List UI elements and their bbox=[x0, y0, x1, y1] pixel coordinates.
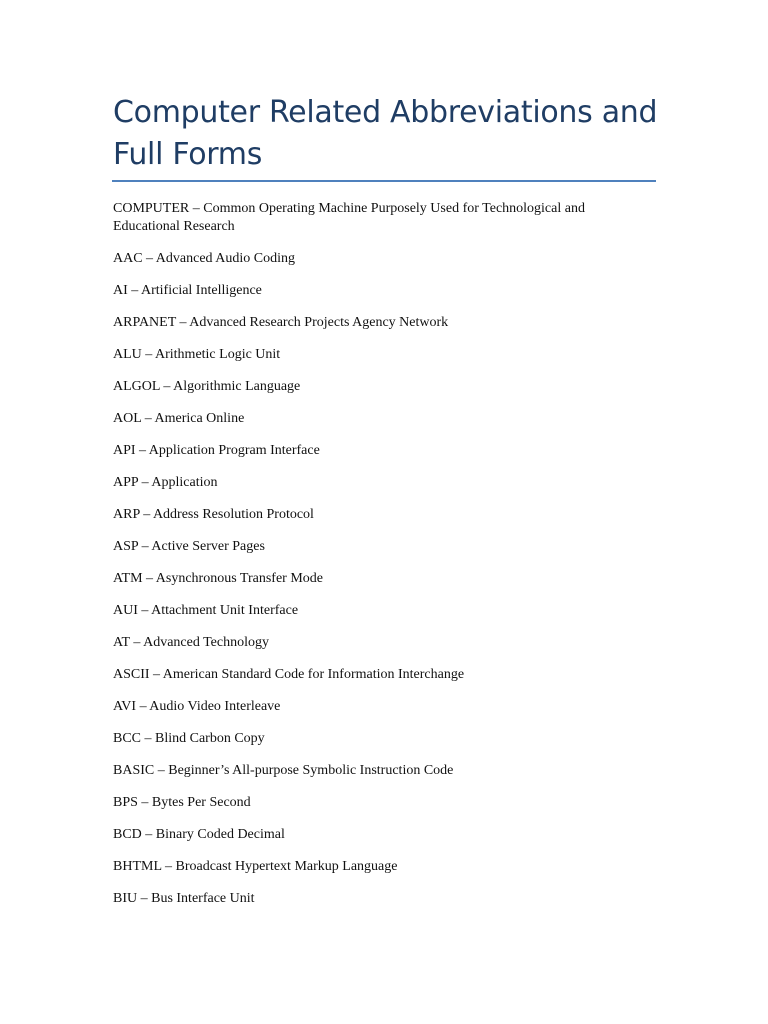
abbreviation-entry: ATM – Asynchronous Transfer Mode bbox=[113, 571, 323, 586]
abbreviation-entry: COMPUTER – Common Operating Machine Purposely Used for Technological and Educational Research bbox=[113, 201, 585, 234]
abbreviation-entry: BASIC – Beginner’s All-purpose Symbolic Instruction Code bbox=[113, 763, 454, 778]
abbreviation-entry: BIU – Bus Interface Unit bbox=[113, 891, 255, 906]
abbreviation-entry: AVI – Audio Video Interleave bbox=[113, 699, 281, 714]
abbreviation-entry: AI – Artificial Intelligence bbox=[113, 283, 262, 298]
abbreviation-entry: AAC – Advanced Audio Coding bbox=[113, 251, 295, 266]
abbreviation-entry: ASP – Active Server Pages bbox=[113, 539, 265, 554]
abbreviation-entry: BCD – Binary Coded Decimal bbox=[113, 827, 285, 842]
abbreviation-entry: ASCII – American Standard Code for Information Interchange bbox=[113, 667, 465, 682]
abbreviation-entry: ALU – Arithmetic Logic Unit bbox=[113, 347, 281, 362]
abbreviation-entry: AUI – Attachment Unit Interface bbox=[113, 603, 299, 618]
abbreviation-entry: AT – Advanced Technology bbox=[113, 635, 269, 650]
abbreviation-entry: BCC – Blind Carbon Copy bbox=[113, 731, 265, 746]
page-title: Computer Related Abbreviations and Full Forms bbox=[113, 95, 658, 172]
abbreviation-entry: BHTML – Broadcast Hypertext Markup Language bbox=[113, 859, 398, 874]
abbreviation-entry: BPS – Bytes Per Second bbox=[113, 795, 251, 810]
abbreviation-entry: APP – Application bbox=[113, 475, 218, 490]
abbreviation-entry: AOL – America Online bbox=[113, 411, 245, 426]
abbreviation-list bbox=[113, 200, 633, 922]
title-underline bbox=[112, 180, 656, 182]
abbreviation-entry: ARPANET – Advanced Research Projects Agency Network bbox=[113, 315, 449, 330]
abbreviation-entry: ALGOL – Algorithmic Language bbox=[113, 379, 301, 394]
abbreviation-entry: ARP – Address Resolution Protocol bbox=[113, 507, 314, 522]
abbreviation-entry: API – Application Program Interface bbox=[113, 443, 320, 458]
